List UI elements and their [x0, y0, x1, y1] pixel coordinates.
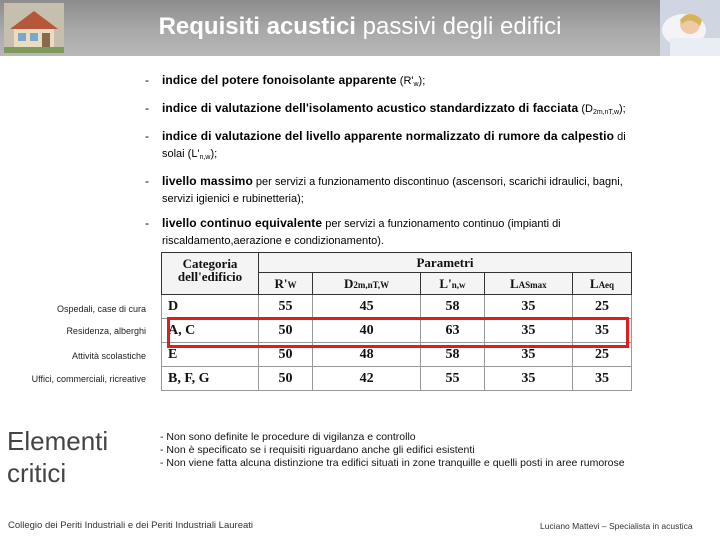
table-row [162, 295, 632, 319]
value-cell: 35 [572, 367, 631, 391]
header-band [0, 0, 720, 56]
value-cell: 25 [572, 295, 631, 319]
value-cell: 58 [421, 295, 484, 319]
value-cell: 50 [259, 367, 313, 391]
parameters-header: Parametri [259, 253, 632, 273]
row-label: Ospedali, case di cura [56, 304, 146, 314]
row-label: Residenza, alberghi [66, 326, 146, 336]
value-cell: 50 [259, 343, 313, 367]
value-cell: 42 [312, 367, 420, 391]
list-item: - Non viene fatta alcuna distinzione tra edifici situati in zone tranquille e quelli posti in aree rumorose [160, 457, 625, 469]
page-title: Requisiti acustici passivi degli edifici [158, 13, 562, 40]
value-cell: 48 [312, 343, 420, 367]
list-item: - indice di valutazione del livello apparente normalizzato di rumore da calpestio di solai $(L'_{n,w})$; [145, 129, 626, 161]
value-cell: 35 [484, 319, 572, 343]
value-cell: 35 [484, 295, 572, 319]
category-cell: D [162, 295, 259, 319]
value-cell: 50 [259, 319, 313, 343]
value-cell: 63 [421, 319, 484, 343]
category-cell: B, F, G [162, 367, 259, 391]
value-cell: 35 [484, 367, 572, 391]
parameters-table [161, 252, 632, 394]
category-cell: A, C [162, 319, 259, 343]
table-row [162, 367, 632, 391]
list-item: - indice di valutazione dell'isolamento acustico standardizzato di facciata $(D_{2m,nT,w})$; [145, 101, 626, 116]
list-item: - livello continuo equivalente per servizi a funzionamento continuo (impianti di riscaldamento,aerazione e condizionamento). [145, 216, 561, 247]
value-cell: 55 [259, 295, 313, 319]
list-item: - Non è specificato se i requisiti riguardano anche gli edifici esistenti [160, 444, 475, 456]
category-cell: E [162, 343, 259, 367]
table-row [162, 343, 632, 367]
list-item: - livello massimo per servizi a funzionamento discontinuo (ascensori, scarichi idraulici, bagni, servizi igienici e rubinetteria); [145, 174, 623, 205]
row-label: Uffici, commerciali, ricreative [31, 374, 146, 384]
list-item: - indice del potere fonoisolante apparente $(R'_w)$; [145, 73, 426, 88]
row-label: Attività scolastiche [71, 351, 146, 361]
category-header: Categoria dell'edificio [162, 253, 259, 295]
table-row [162, 319, 632, 343]
column-header: LASmax [484, 273, 572, 295]
value-cell: 45 [312, 295, 420, 319]
column-header: L'n,w [421, 273, 484, 295]
column-header: LAeq [572, 273, 631, 295]
value-cell: 58 [421, 343, 484, 367]
list-item: - Non sono definite le procedure di vigilanza e controllo [160, 431, 416, 443]
value-cell: 35 [572, 319, 631, 343]
critici-list [160, 431, 710, 470]
footer-author: Luciano Mattevi – Specialista in acustica [540, 521, 693, 531]
critici-heading: Elementi critici [7, 426, 109, 488]
value-cell: 40 [312, 319, 420, 343]
column-header: R'W [259, 273, 313, 295]
value-cell: 25 [572, 343, 631, 367]
footer-organization: Collegio dei Periti Industriali e dei Periti Industriali Laureati [8, 520, 254, 531]
column-header: D2m,nT,W [312, 273, 420, 295]
requirements-list [145, 72, 705, 257]
value-cell: 55 [421, 367, 484, 391]
value-cell: 35 [484, 343, 572, 367]
sleeping-person-icon [660, 0, 720, 56]
